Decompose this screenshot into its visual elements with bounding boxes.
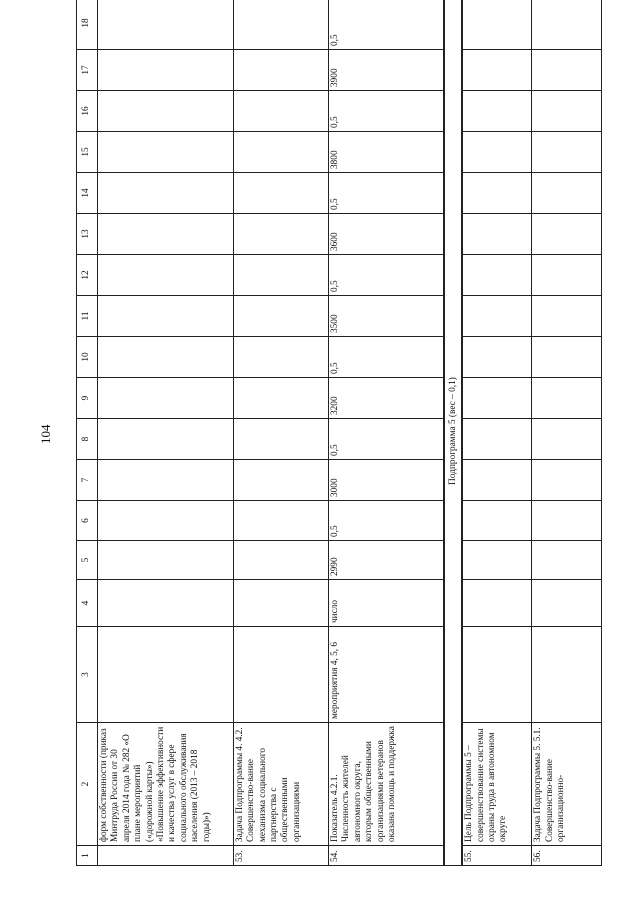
row-basis xyxy=(532,627,602,723)
row-unit xyxy=(98,580,234,627)
value-cell xyxy=(532,255,602,296)
value-cell: 2990 xyxy=(328,541,444,580)
value-cell xyxy=(462,541,532,580)
value-cell xyxy=(98,255,234,296)
value-cell xyxy=(532,419,602,460)
row-basis: мероприятия 4, 5, 6 xyxy=(328,627,444,723)
row-unit xyxy=(532,580,602,627)
row-unit xyxy=(233,580,328,627)
column-header: 12 xyxy=(77,255,98,296)
value-cell xyxy=(233,50,328,91)
value-cell: 0,5 xyxy=(328,419,444,460)
value-cell xyxy=(462,0,532,50)
value-cell xyxy=(233,132,328,173)
value-cell: 3900 xyxy=(328,50,444,91)
column-header: 17 xyxy=(77,50,98,91)
value-cell: 3000 xyxy=(328,460,444,501)
value-cell xyxy=(233,378,328,419)
value-cell xyxy=(532,173,602,214)
value-cell xyxy=(462,214,532,255)
column-header: 6 xyxy=(77,501,98,541)
column-header: 15 xyxy=(77,132,98,173)
value-cell xyxy=(98,50,234,91)
value-cell xyxy=(233,501,328,541)
value-cell xyxy=(98,0,234,50)
row-basis xyxy=(462,627,532,723)
value-cell xyxy=(532,460,602,501)
row-number: 56. xyxy=(532,846,602,866)
row-name: Задача Подпрограммы 4. 4.2. Совершенство-вание механизма социального партнерства с общественными организациями xyxy=(233,723,328,846)
table-row xyxy=(233,0,328,866)
row-name: Цель Подпрограммы 5 – совершенствование системы охраны труда в автономном округе xyxy=(462,723,532,846)
value-cell: 0,5 xyxy=(328,173,444,214)
value-cell xyxy=(532,132,602,173)
row-unit xyxy=(462,580,532,627)
value-cell xyxy=(462,255,532,296)
column-header: 13 xyxy=(77,214,98,255)
value-cell xyxy=(98,541,234,580)
value-cell xyxy=(462,132,532,173)
column-header: 5 xyxy=(77,541,98,580)
value-cell xyxy=(532,214,602,255)
value-cell xyxy=(98,132,234,173)
value-cell: 3200 xyxy=(328,378,444,419)
column-header: 2 xyxy=(77,723,98,846)
value-cell: 0,5 xyxy=(328,0,444,50)
row-basis xyxy=(233,627,328,723)
section-row xyxy=(444,0,462,866)
column-header: 11 xyxy=(77,296,98,337)
value-cell: 0,5 xyxy=(328,337,444,378)
value-cell xyxy=(98,91,234,132)
row-unit: число xyxy=(328,580,444,627)
value-cell xyxy=(532,378,602,419)
row-number: 53. xyxy=(233,846,328,866)
value-cell xyxy=(532,50,602,91)
header-row xyxy=(77,0,98,866)
section-title: Подпрограмма 5 (вес – 0,1) xyxy=(444,0,462,866)
value-cell xyxy=(233,91,328,132)
value-cell xyxy=(462,173,532,214)
table-row xyxy=(462,0,532,866)
value-cell xyxy=(233,255,328,296)
table-row xyxy=(98,0,234,866)
value-cell xyxy=(233,214,328,255)
column-header: 4 xyxy=(77,580,98,627)
rotated-table-container xyxy=(76,18,602,866)
table-row xyxy=(532,0,602,866)
row-number: 54. xyxy=(328,846,444,866)
column-header: 16 xyxy=(77,91,98,132)
column-header: 3 xyxy=(77,627,98,723)
value-cell: 3500 xyxy=(328,296,444,337)
table-row xyxy=(328,0,444,866)
value-cell xyxy=(98,501,234,541)
value-cell xyxy=(233,419,328,460)
value-cell xyxy=(98,419,234,460)
value-cell xyxy=(233,296,328,337)
value-cell xyxy=(98,214,234,255)
value-cell xyxy=(462,296,532,337)
column-header: 8 xyxy=(77,419,98,460)
column-header: 14 xyxy=(77,173,98,214)
value-cell: 0,5 xyxy=(328,501,444,541)
value-cell xyxy=(98,460,234,501)
column-header: 1 xyxy=(77,846,98,866)
column-header: 10 xyxy=(77,337,98,378)
page-number: 104 xyxy=(38,424,53,444)
value-cell xyxy=(462,460,532,501)
value-cell xyxy=(532,337,602,378)
row-name: Задача Подпрограммы 5. 5.1. Совершенство-вание организационно- xyxy=(532,723,602,846)
row-name: форм собственности (приказ Минтруда России от 30 апреля 2014 года № 282 «О плане мероприятий («дорожной карты») «Повышение эффективности и качества услуг в сфере социального обслуживания населения (2013 – 2018 годы)») xyxy=(98,723,234,846)
value-cell xyxy=(462,419,532,460)
value-cell xyxy=(233,337,328,378)
column-header: 7 xyxy=(77,460,98,501)
column-header: 9 xyxy=(77,378,98,419)
value-cell xyxy=(233,460,328,501)
value-cell xyxy=(462,501,532,541)
value-cell xyxy=(233,0,328,50)
value-cell: 3800 xyxy=(328,132,444,173)
value-cell xyxy=(98,296,234,337)
value-cell: 3600 xyxy=(328,214,444,255)
row-name: Показатель 4.2.1. Численность жителей автономного округа, которым общественными организациями ветеранов оказана помощь и поддержка xyxy=(328,723,444,846)
value-cell xyxy=(532,501,602,541)
value-cell xyxy=(462,91,532,132)
value-cell: 0,5 xyxy=(328,91,444,132)
row-number xyxy=(98,846,234,866)
column-header: 18 xyxy=(77,0,98,50)
row-number: 55. xyxy=(462,846,532,866)
indicator-table xyxy=(76,0,602,866)
value-cell xyxy=(462,50,532,91)
value-cell xyxy=(98,173,234,214)
row-basis xyxy=(98,627,234,723)
value-cell xyxy=(233,173,328,214)
value-cell xyxy=(532,296,602,337)
value-cell xyxy=(98,337,234,378)
value-cell xyxy=(532,0,602,50)
value-cell xyxy=(233,541,328,580)
value-cell: 0,5 xyxy=(328,255,444,296)
value-cell xyxy=(462,337,532,378)
value-cell xyxy=(462,378,532,419)
value-cell xyxy=(532,91,602,132)
value-cell xyxy=(532,541,602,580)
value-cell xyxy=(98,378,234,419)
